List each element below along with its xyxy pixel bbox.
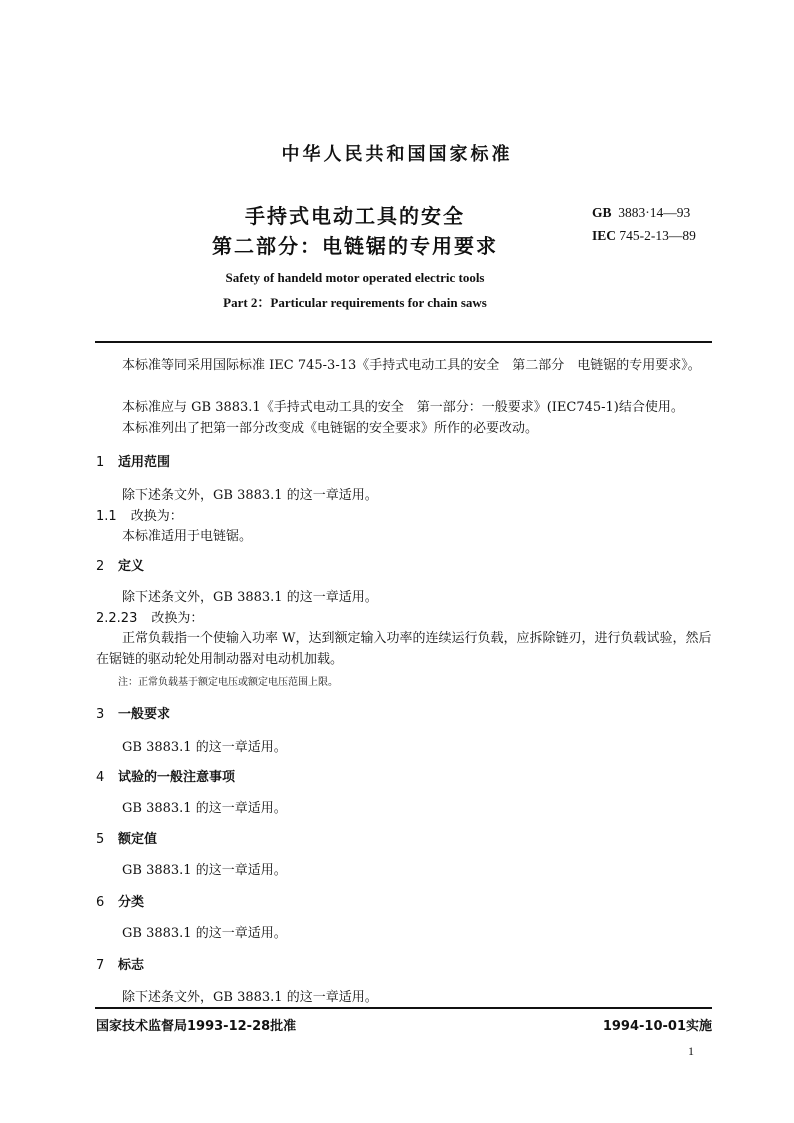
section-2-text: 除下述条文外，GB 3883.1 的这一章适用。: [122, 590, 378, 605]
footer-divider: [95, 1007, 712, 1009]
section-title: 适用范围: [118, 455, 171, 470]
clause-label: 改换为：: [151, 611, 204, 626]
section-3-text: GB 3883.1 的这一章适用。: [122, 740, 287, 755]
section-number: 1: [96, 455, 105, 470]
section-6-heading: [96, 891, 144, 910]
page-number: 1: [688, 1044, 694, 1058]
section-number: 3: [96, 707, 105, 722]
iec-number: 745-2-13—89: [619, 228, 696, 243]
section-title: 分类: [118, 895, 145, 910]
section-2-heading: [96, 555, 144, 574]
header-divider: [95, 341, 712, 343]
clause-label: 改换为：: [130, 509, 183, 524]
section-title: 标志: [118, 958, 145, 973]
section-7-text: 除下述条文外，GB 3883.1 的这一章适用。: [122, 990, 378, 1005]
section-5-text: GB 3883.1 的这一章适用。: [122, 863, 287, 878]
approval-line: 国家技术监督局1993-12-28批准: [96, 1019, 297, 1034]
intro-paragraph-3: 本标准列出了把第一部分改变成《电链锯的安全要求》所作的必要改动。: [122, 421, 539, 436]
section-number: 6: [96, 895, 105, 910]
clause-number: 1.1: [96, 509, 117, 524]
clause-2-2-23: [96, 607, 203, 626]
section-6-text: GB 3883.1 的这一章适用。: [122, 926, 287, 941]
section-4-heading: [96, 766, 235, 785]
section-title: 试验的一般注意事项: [118, 770, 236, 785]
section-1-heading: [96, 451, 170, 470]
section-number: 5: [96, 832, 105, 847]
gb-number: 3883·14—93: [618, 205, 691, 220]
section-5-heading: [96, 828, 157, 847]
title-cn-line2: 第二部分：电链锯的专用要求: [212, 234, 498, 258]
clause-number: 2.2.23: [96, 611, 138, 626]
title-en-line1: Safety of handeld motor operated electric tools: [225, 270, 485, 285]
gb-standard-code: [592, 205, 690, 221]
clause-1-1: [96, 505, 183, 524]
section-number: 7: [96, 958, 105, 973]
section-title: 定义: [118, 559, 145, 574]
issuing-authority-heading: 中华人民共和国国家标准: [281, 144, 513, 165]
iec-standard-code: [592, 228, 696, 244]
intro-paragraph-1: 本标准等同采用国际标准 IEC 745-3-13《手持式电动工具的安全 第二部分 电链锯的专用要求》。: [122, 358, 701, 373]
section-title: 一般要求: [118, 707, 171, 722]
effective-date: 1994-10-01实施: [602, 1019, 712, 1034]
clause-2-2-23-text: 正常负载指一个使输入功率 W，达到额定输入功率的连续运行负载，应拆除链刃，进行负载试验，然后在锯链的驱动轮处用制动器对电动机加载。: [96, 631, 712, 667]
section-3-heading: [96, 703, 170, 722]
title-cn-line1: 手持式电动工具的安全: [245, 204, 465, 228]
section-7-heading: [96, 954, 144, 973]
clause-1-1-text: 本标准适用于电链锯。: [122, 529, 253, 544]
note: 注：正常负载基于额定电压或额定电压范围上限。: [118, 677, 338, 688]
section-4-text: GB 3883.1 的这一章适用。: [122, 801, 287, 816]
section-number: 2: [96, 559, 105, 574]
gb-prefix: GB: [592, 205, 612, 220]
section-title: 额定值: [118, 832, 158, 847]
intro-paragraph-2: 本标准应与 GB 3883.1《手持式电动工具的安全 第一部分：一般要求》(IEC745-1)结合使用。: [122, 400, 684, 415]
section-number: 4: [96, 770, 105, 785]
title-en-line2: Part 2：Particular requirements for chain saws: [223, 295, 487, 310]
iec-prefix: IEC: [592, 228, 617, 243]
section-1-text: 除下述条文外，GB 3883.1 的这一章适用。: [122, 488, 378, 503]
